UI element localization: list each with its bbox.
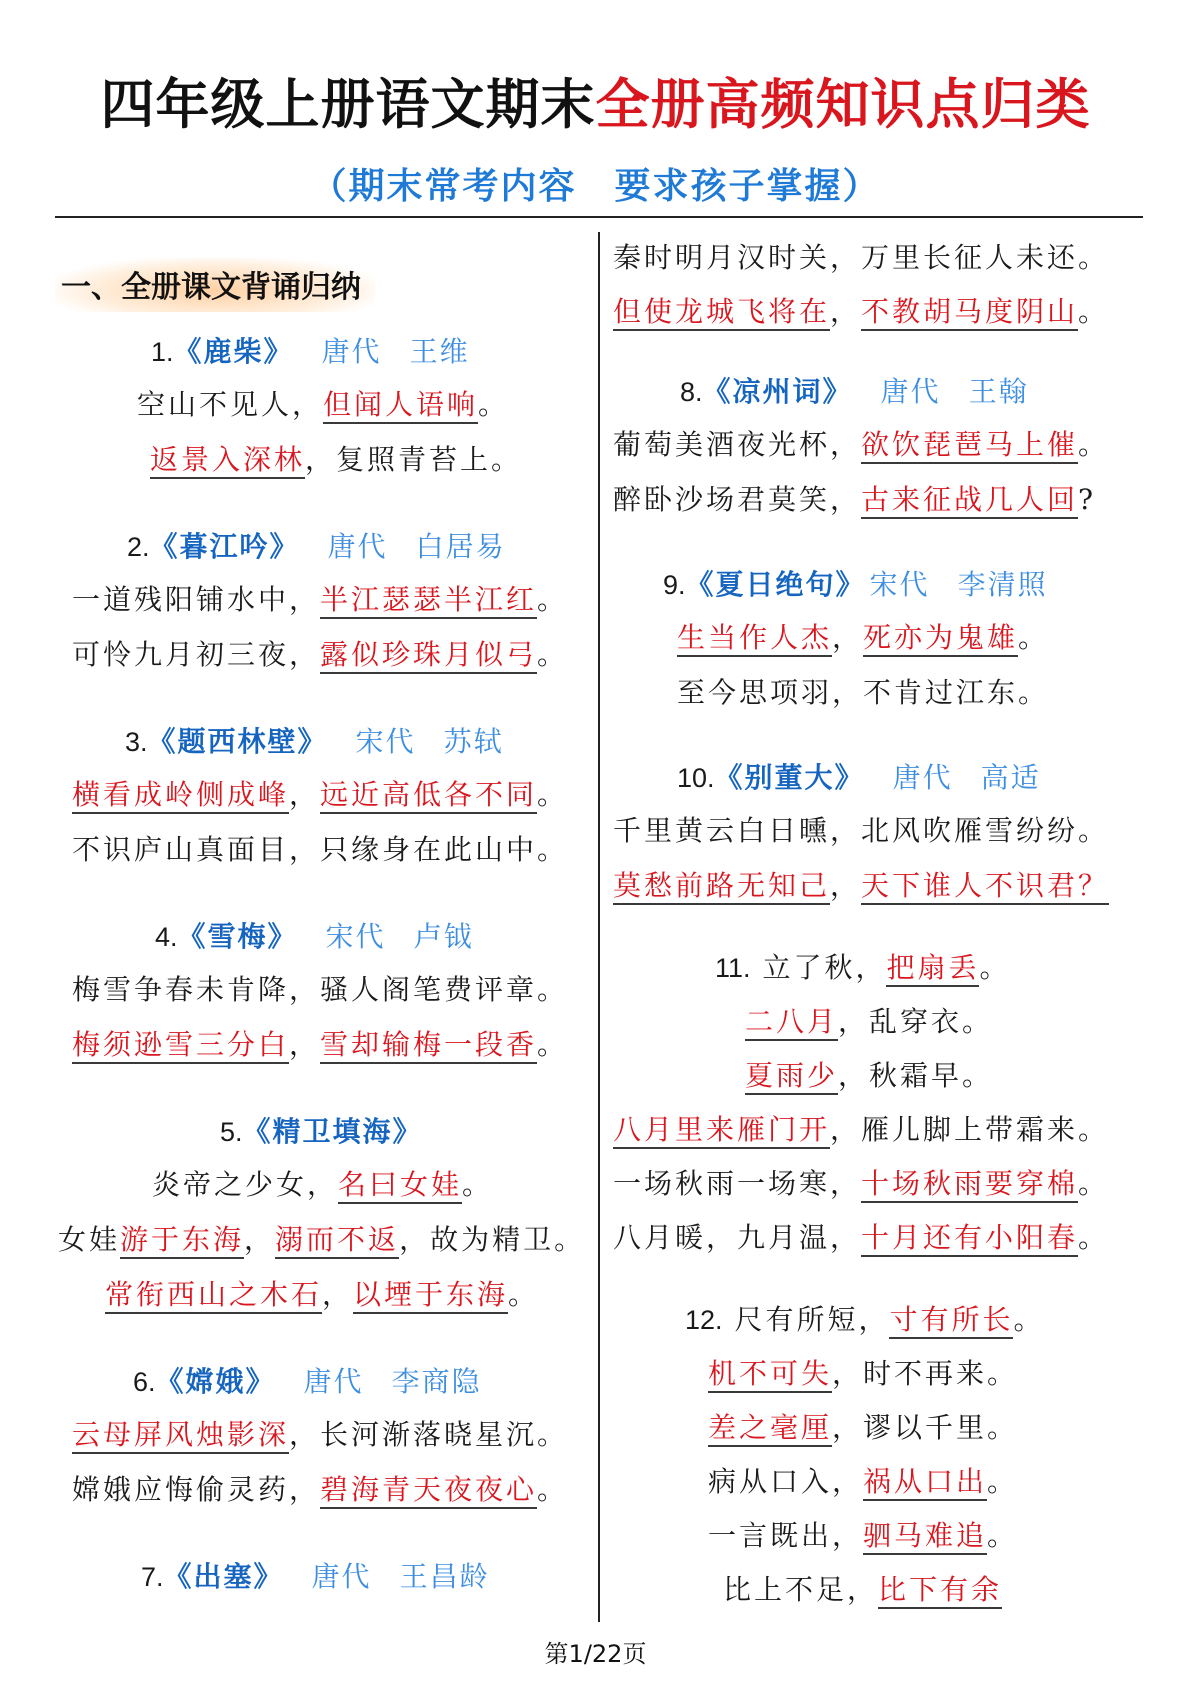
poem-dynasty: 宋代 bbox=[869, 568, 930, 601]
verse-line: 不识庐山真面目，只缘身在此山中。 bbox=[72, 833, 569, 866]
highlight: 祸从口出 bbox=[863, 1465, 987, 1501]
highlight: 不教胡马度阴山 bbox=[861, 295, 1078, 331]
poem-author: 白居易 bbox=[415, 530, 506, 563]
verse-line: 返景入深林，复照青苔上。 bbox=[150, 440, 522, 480]
poem-title-line: 2.《暮江吟》 唐代 白居易 bbox=[127, 530, 506, 563]
highlight: 常衔西山之木石 bbox=[105, 1278, 322, 1314]
poem-author: 王昌龄 bbox=[399, 1560, 490, 1593]
verse-line: 梅雪争春未肯降，骚人阁笔费评章。 bbox=[72, 973, 569, 1006]
poem-title-line: 6.《嫦娥》 唐代 李商隐 bbox=[133, 1365, 482, 1398]
highlight: 八月里来雁门开 bbox=[613, 1113, 830, 1149]
poem-title: 《别董大》 bbox=[714, 761, 865, 794]
verse-line: 莫愁前路无知己，天下谁人不识君？ bbox=[613, 866, 1109, 906]
poem-title: 《凉州词》 bbox=[702, 375, 853, 408]
highlight: 夏雨少 bbox=[745, 1059, 838, 1095]
highlight: 半江瑟瑟半江红 bbox=[320, 583, 537, 619]
poem-author: 苏轼 bbox=[443, 725, 504, 758]
title-red: 全册高频知识点归类 bbox=[595, 73, 1091, 136]
highlight: 莫愁前路无知己 bbox=[613, 869, 830, 905]
poem-dynasty: 宋代 bbox=[355, 725, 416, 758]
poem-author: 王翰 bbox=[968, 375, 1029, 408]
highlight: 比下有余 bbox=[878, 1573, 1002, 1609]
highlight: 露似珍珠月似弓 bbox=[320, 638, 537, 674]
poem-author: 高适 bbox=[980, 761, 1041, 794]
saying-line: 一言既出，驷马难追。 bbox=[708, 1516, 1018, 1556]
highlight: 游于东海 bbox=[120, 1223, 244, 1259]
top-divider bbox=[55, 216, 1143, 218]
highlight: 云母屏风烛影深 bbox=[72, 1418, 289, 1454]
verse-line: 可怜九月初三夜，露似珍珠月似弓。 bbox=[72, 635, 568, 675]
saying-line: 11. 立了秋，把扇丢。 bbox=[715, 948, 1010, 988]
highlight: 横看成岭侧成峰 bbox=[72, 778, 289, 814]
highlight: 生当作人杰 bbox=[677, 621, 832, 657]
poem-title: 《夏日绝句》 bbox=[685, 568, 866, 601]
verse-line: 醉卧沙场君莫笑，古来征战几人回? bbox=[613, 480, 1096, 520]
poem-author: 李商隐 bbox=[391, 1365, 482, 1398]
poem-author: 李清照 bbox=[957, 568, 1048, 601]
saying-line: 机不可失，时不再来。 bbox=[708, 1354, 1018, 1394]
poem-dynasty: 唐代 bbox=[303, 1365, 364, 1398]
verse-line: 炎帝之少女，名曰女娃。 bbox=[152, 1165, 493, 1205]
verse-line: 秦时明月汉时关，万里长征人未还。 bbox=[613, 241, 1110, 274]
highlight: 但使龙城飞将在 bbox=[613, 295, 830, 331]
saying-line: 比上不足，比下有余 bbox=[723, 1570, 1002, 1610]
poem-title: 《雪梅》 bbox=[177, 920, 298, 953]
highlight: 远近高低各不同 bbox=[320, 778, 537, 814]
highlight: 欲饮琵琶马上催 bbox=[861, 428, 1078, 464]
poem-dynasty: 唐代 bbox=[880, 375, 941, 408]
verse-line: 生当作人杰，死亦为鬼雄。 bbox=[677, 618, 1049, 658]
page-number: 第1/22页 bbox=[544, 1640, 647, 1668]
highlight: 名曰女娃 bbox=[338, 1168, 462, 1204]
saying-line: 夏雨少，秋霜早。 bbox=[745, 1056, 993, 1096]
highlight: 碧海青天夜夜心 bbox=[320, 1473, 537, 1509]
poem-title-line: 10.《别董大》 唐代 高适 bbox=[677, 761, 1041, 794]
highlight: 差之毫厘 bbox=[708, 1411, 832, 1447]
highlight: 以堙于东海 bbox=[353, 1278, 508, 1314]
saying-line: 八月暖，九月温，十月还有小阳春。 bbox=[613, 1218, 1109, 1258]
highlight: 驷马难追 bbox=[863, 1519, 987, 1555]
poem-dynasty: 唐代 bbox=[892, 761, 953, 794]
saying-line: 一场秋雨一场寒，十场秋雨要穿棉。 bbox=[613, 1164, 1109, 1204]
poem-title: 《精卫填海》 bbox=[242, 1115, 423, 1148]
poem-dynasty: 宋代 bbox=[325, 920, 386, 953]
poem-author: 王维 bbox=[409, 335, 470, 368]
poem-title: 《鹿柴》 bbox=[173, 335, 294, 368]
highlight: 梅须逊雪三分白 bbox=[72, 1028, 289, 1064]
highlight: 二八月 bbox=[745, 1005, 838, 1041]
verse-line: 但使龙城飞将在，不教胡马度阴山。 bbox=[613, 292, 1109, 332]
poem-title: 《出塞》 bbox=[163, 1560, 284, 1593]
verse-line: 梅须逊雪三分白，雪却输梅一段香。 bbox=[72, 1025, 568, 1065]
highlight: 古来征战几人回 bbox=[861, 483, 1078, 519]
page-subtitle: （期末常考内容 要求孩子掌握） bbox=[310, 166, 881, 207]
poem-title-line: 5.《精卫填海》 bbox=[220, 1115, 423, 1148]
verse-line: 横看成岭侧成峰，远近高低各不同。 bbox=[72, 775, 568, 815]
verse-line: 至今思项羽，不肯过江东。 bbox=[677, 676, 1050, 709]
poem-title-line: 3.《题西林壁》 宋代 苏轼 bbox=[125, 725, 504, 758]
poem-dynasty: 唐代 bbox=[321, 335, 382, 368]
verse-line: 女娃游于东海，溺而不返，故为精卫。 bbox=[58, 1220, 585, 1260]
poem-title-line: 7.《出塞》 唐代 王昌龄 bbox=[141, 1560, 490, 1593]
page-title bbox=[0, 62, 1191, 139]
section-heading: 一、全册课文背诵归纳 bbox=[55, 258, 375, 312]
highlight: 机不可失 bbox=[708, 1357, 832, 1393]
highlight: 返景入深林 bbox=[150, 443, 305, 479]
poem-title-line: 4.《雪梅》 宋代 卢钺 bbox=[155, 920, 474, 953]
column-divider bbox=[598, 232, 600, 1622]
highlight: 十月还有小阳春 bbox=[861, 1221, 1078, 1257]
verse-line: 云母屏风烛影深，长河渐落晓星沉。 bbox=[72, 1415, 568, 1455]
poem-dynasty: 唐代 bbox=[311, 1560, 372, 1593]
verse-line: 常衔西山之木石，以堙于东海。 bbox=[105, 1275, 539, 1315]
poem-title-line: 8.《凉州词》 唐代 王翰 bbox=[680, 375, 1029, 408]
highlight: 溺而不返 bbox=[275, 1223, 399, 1259]
poem-title-line: 9.《夏日绝句》 宋代 李清照 bbox=[663, 568, 1048, 601]
verse-line: 空山不见人，但闻人语响。 bbox=[137, 385, 509, 425]
poem-title: 《题西林壁》 bbox=[147, 725, 328, 758]
verse-line: 一道残阳铺水中，半江瑟瑟半江红。 bbox=[72, 580, 568, 620]
saying-line: 二八月，乱穿衣。 bbox=[745, 1002, 993, 1042]
highlight: 但闻人语响 bbox=[323, 388, 478, 424]
poem-dynasty: 唐代 bbox=[327, 530, 388, 563]
poem-title: 《暮江吟》 bbox=[149, 530, 300, 563]
saying-line: 12. 尺有所短，寸有所长。 bbox=[685, 1300, 1045, 1340]
title-black: 四年级上册语文期末 bbox=[100, 73, 596, 136]
highlight: 寸有所长 bbox=[889, 1303, 1013, 1339]
verse-line: 葡萄美酒夜光杯，欲饮琵琶马上催。 bbox=[613, 425, 1109, 465]
poem-title: 《嫦娥》 bbox=[155, 1365, 276, 1398]
highlight: 把扇丢 bbox=[886, 951, 979, 987]
highlight: 死亦为鬼雄 bbox=[863, 621, 1018, 657]
highlight: 天下谁人不识君？ bbox=[861, 869, 1109, 905]
saying-line: 差之毫厘，谬以千里。 bbox=[708, 1408, 1018, 1448]
verse-line: 千里黄云白日曛，北风吹雁雪纷纷。 bbox=[613, 814, 1110, 847]
highlight: 十场秋雨要穿棉 bbox=[861, 1167, 1078, 1203]
saying-line: 八月里来雁门开，雁儿脚上带霜来。 bbox=[613, 1110, 1109, 1150]
saying-line: 病从口入，祸从口出。 bbox=[708, 1462, 1018, 1502]
verse-line: 嫦娥应悔偷灵药，碧海青天夜夜心。 bbox=[72, 1470, 568, 1510]
poem-title-line: 1.《鹿柴》 唐代 王维 bbox=[151, 335, 470, 368]
highlight: 雪却输梅一段香 bbox=[320, 1028, 537, 1064]
poem-author: 卢钺 bbox=[413, 920, 474, 953]
